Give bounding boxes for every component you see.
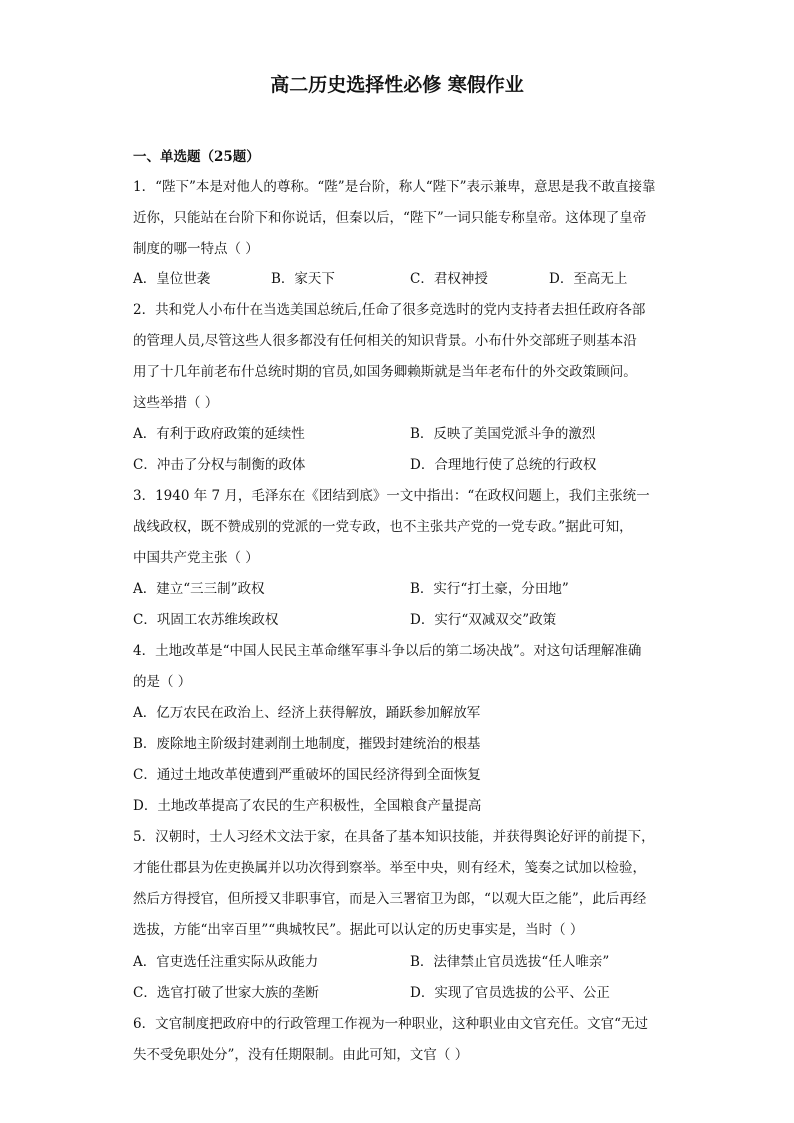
question-3-option-a[interactable]: A．建立“三三制”政权 bbox=[133, 581, 265, 597]
question-5-options-row-2 bbox=[133, 981, 663, 1001]
question-1-option-c[interactable]: C．君权神授 bbox=[410, 271, 488, 287]
question-3-options-row-1 bbox=[133, 577, 663, 597]
question-1-line-1: 1．“陛下”本是对他人的尊称。“陛”是台阶，称人“陛下”表示兼卑，意思是我不敢直接靠 bbox=[133, 179, 656, 195]
question-4-option-b-text[interactable]: B．废除地主阶级封建剥削土地制度，摧毁封建统治的根基 bbox=[133, 736, 481, 752]
question-1-option-b[interactable]: B．家天下 bbox=[271, 271, 335, 287]
question-3-line-2: 战线政权，既不赞成别的党派的一党专政，也不主张共产党的一党专政。”据此可知， bbox=[133, 519, 633, 535]
question-5-option-d[interactable]: D．实现了官员选拔的公平、公正 bbox=[410, 985, 610, 1001]
question-2-line-4: 这些举措（ ） bbox=[133, 395, 219, 411]
question-4-option-d bbox=[133, 794, 663, 814]
question-2-options-row-1 bbox=[133, 422, 663, 442]
question-4-option-a bbox=[133, 701, 663, 721]
question-1-option-d[interactable]: D．至高无上 bbox=[549, 271, 628, 287]
question-3-line-3: 中国共产党主张（ ） bbox=[133, 550, 259, 566]
question-4-option-a-text[interactable]: A．亿万农民在政治上、经济上获得解放，踊跃参加解放军 bbox=[133, 705, 481, 721]
question-4-option-d-text[interactable]: D．土地改革提高了农民的生产积极性，全国粮食产量提高 bbox=[133, 798, 482, 814]
section-heading: 一、单选题（25题） bbox=[133, 149, 260, 165]
question-3-options-row-2 bbox=[133, 608, 663, 628]
question-4-line-2: 的是（ ） bbox=[133, 674, 192, 690]
question-1-option-a[interactable]: A．皇位世袭 bbox=[133, 271, 211, 287]
question-3-line-1: 3．1940 年 7 月，毛泽东在《团结到底》一文中指出：“在政权问题上，我们主张统一 bbox=[133, 488, 650, 504]
question-4-option-c bbox=[133, 763, 663, 783]
question-5-options-row-1 bbox=[133, 950, 663, 970]
question-5-line-4: 选拔，方能“出宰百里”“典城牧民”。据此可以认定的历史事实是，当时（ ） bbox=[133, 922, 584, 938]
question-2-option-b[interactable]: B．反映了美国党派斗争的激烈 bbox=[410, 426, 596, 442]
question-4-line-1: 4．土地改革是“中国人民民主革命继军事斗争以后的第二场决战”。对这句话理解准确 bbox=[133, 643, 642, 659]
question-3-option-c[interactable]: C．巩固工农苏维埃政权 bbox=[133, 612, 279, 628]
page-title: 高二历史选择性必修 寒假作业 bbox=[270, 74, 524, 96]
question-2-option-a[interactable]: A．有利于政府政策的延续性 bbox=[133, 426, 305, 442]
question-6-line-1: 6．文官制度把政府中的行政管理工作视为一种职业，这种职业由文官充任。文官“无过 bbox=[133, 1016, 648, 1032]
question-6-line-2: 失不受免职处分”，没有任期限制。由此可知，文官（ ） bbox=[133, 1047, 469, 1063]
question-1-line-3: 制度的哪一特点（ ） bbox=[133, 241, 259, 257]
question-5-line-2: 才能仕郡县为佐吏换属并以功次得到察举。举至中央，则有经术，笺奏之试加以检验， bbox=[133, 860, 646, 876]
question-2-line-3: 用了十几年前老布什总统时期的官员,如国务卿赖斯就是当年老布什的外交政策顾问。 bbox=[133, 364, 637, 380]
question-3-option-d[interactable]: D．实行“双减双交”政策 bbox=[410, 612, 557, 628]
question-5-option-b[interactable]: B．法律禁止官员选拔“任人唯亲” bbox=[410, 954, 610, 970]
question-5-line-3: 然后方得授官，但所授又非职事官，而是入三署宿卫为郎，“以观大臣之能”，此后再经 bbox=[133, 891, 647, 907]
question-2-option-c[interactable]: C．冲击了分权与制衡的政体 bbox=[133, 457, 306, 473]
question-1-options bbox=[133, 267, 663, 287]
question-5-line-1: 5．汉朝时，士人习经术文法于家，在具备了基本知识技能，并获得舆论好评的前提下， bbox=[133, 829, 655, 845]
question-4-option-c-text[interactable]: C．通过土地改革使遭到严重破坏的国民经济得到全面恢复 bbox=[133, 767, 481, 783]
question-2-line-1: 2．共和党人小布什在当选美国总统后,任命了很多竞选时的党内支持者去担任政府各部 bbox=[133, 302, 646, 318]
question-5-option-c[interactable]: C．选官打破了世家大族的垄断 bbox=[133, 985, 319, 1001]
question-2-line-2: 的管理人员,尽管这些人很多都没有任何相关的知识背景。小布什外交部班子则基本沿 bbox=[133, 333, 637, 349]
question-4-option-b bbox=[133, 732, 663, 752]
question-2-options-row-2 bbox=[133, 453, 663, 473]
question-3-option-b[interactable]: B．实行“打土豪，分田地” bbox=[410, 581, 569, 597]
question-1-line-2: 近你，只能站在台阶下和你说话，但秦以后，“陛下”一词只能专称皇帝。这体现了皇帝 bbox=[133, 210, 647, 226]
question-5-option-a[interactable]: A．官吏选任注重实际从政能力 bbox=[133, 954, 319, 970]
question-2-option-d[interactable]: D．合理地行使了总统的行政权 bbox=[410, 457, 597, 473]
